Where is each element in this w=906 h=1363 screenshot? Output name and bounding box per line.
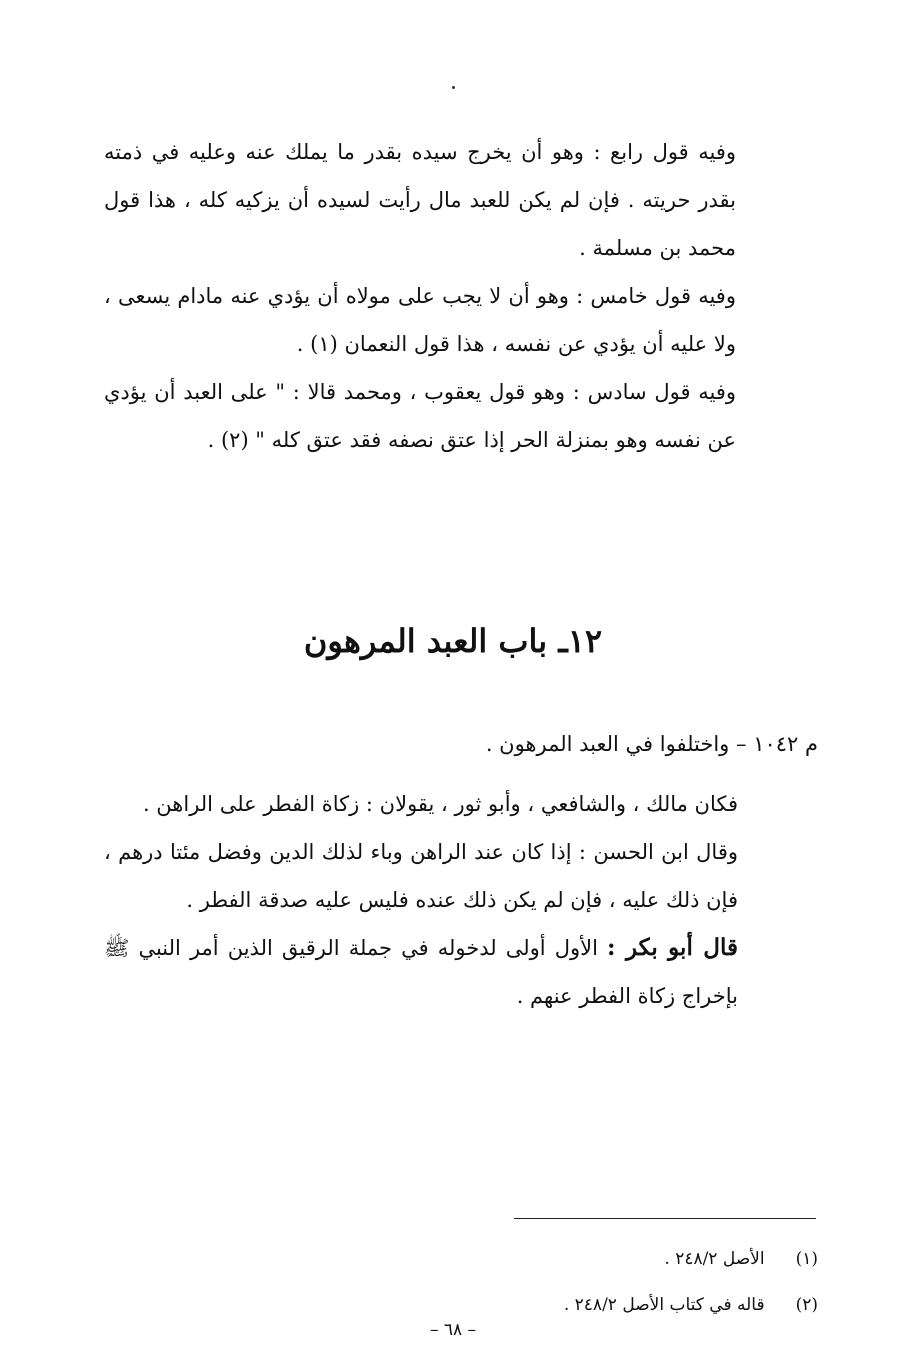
footnote-divider [514, 1218, 816, 1219]
paragraph-fourth-opinion: وفيه قول رابع : وهو أن يخرج سيده بقدر ما يملك عنه وعليه في ذمته بقدر حريته . فإن لم يكن للعبد مال رأيت لسيده أن يزكيه كله ، هذا قول محمد بن مسلمة . [104, 140, 736, 260]
page-number: – ٦٨ – [429, 1320, 477, 1340]
footnotes [104, 1236, 818, 1328]
paragraph-fifth-opinion: وفيه قول خامس : وهو أن لا يجب على مولاه أن يؤدي عنه مادام يسعى ، ولا عليه أن يؤدي عن نفسه ، هذا قول النعمان (١) . [104, 284, 736, 356]
top-text-block [104, 128, 736, 464]
entry-title: – واختلفوا في العبد المرهون . [485, 732, 747, 756]
footnote-number: (١) [795, 1249, 818, 1269]
conclusion-label: قال أبو بكر : [607, 934, 738, 961]
paragraph-malik-opinion: فكان مالك ، والشافعي ، وأبو ثور ، يقولان : زكاة الفطر على الراهن . [142, 792, 738, 816]
page-mark [452, 86, 455, 89]
chapter-heading: ١٢ـ باب العبد المرهون [303, 622, 603, 660]
entry-number: م ١٠٤٢ [753, 732, 818, 756]
paragraph-ibn-hasan-opinion: وقال ابن الحسن : إذا كان عند الراهن وباء لذلك الدين وفضل مئتا درهم ، فإن ذلك عليه ، فإن لم يكن ذلك عنده فليس عليه صدقة الفطر . [104, 840, 738, 912]
entry-text-block [104, 780, 738, 1020]
paragraph-conclusion [104, 924, 738, 1020]
footnote-number: (٢) [795, 1295, 818, 1315]
footnote-1 [104, 1236, 818, 1282]
footnote-text: الأصل ٢٤٨/٢ . [664, 1249, 765, 1269]
entry-heading [104, 732, 818, 756]
conclusion-text: الأول أولى لدخوله في جملة الرقيق الذين أمر النبي ﷺ بإخراج زكاة الفطر عنهم . [104, 936, 738, 1008]
paragraph-sixth-opinion: وفيه قول سادس : وهو قول يعقوب ، ومحمد قالا : " على العبد أن يؤدي عن نفسه وهو بمنزلة الحر إذا عتق نصفه فقد عتق كله " (٢) . [104, 380, 736, 452]
footnote-text: قاله في كتاب الأصل ٢٤٨/٢ . [563, 1295, 765, 1315]
